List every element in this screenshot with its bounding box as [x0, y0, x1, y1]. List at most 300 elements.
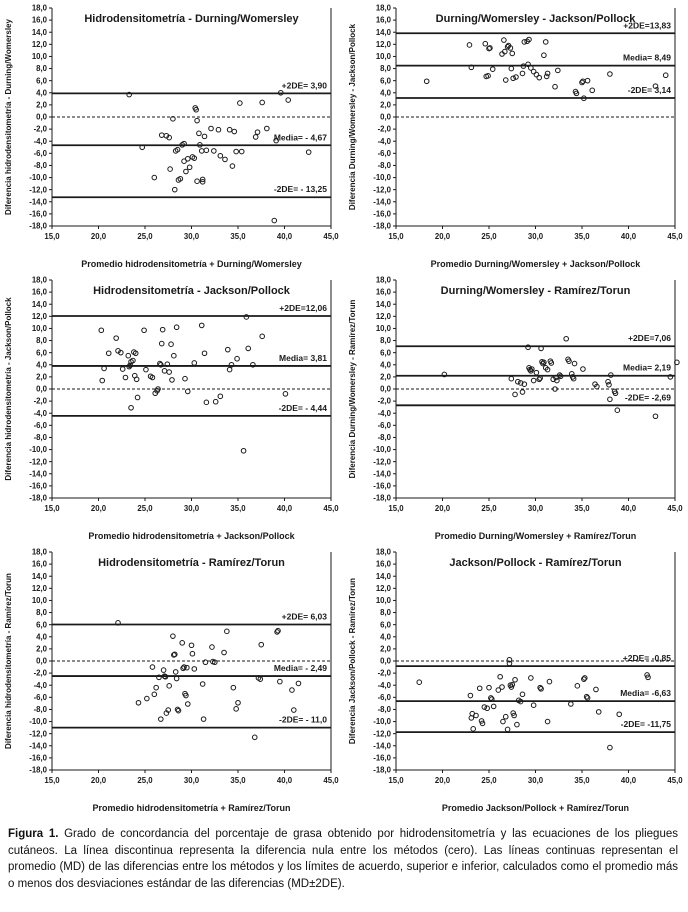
data-point [171, 634, 176, 639]
x-axis-label: Promedio Jackson/Pollock + Ramírez/Torun [441, 803, 630, 813]
data-point [227, 127, 232, 132]
data-point [195, 179, 200, 184]
y-tick-label: -14,0 [29, 469, 47, 479]
bland-altman-chart-hidro-durning [0, 0, 344, 272]
x-tick-label: 40,0 [276, 776, 293, 785]
data-point [225, 629, 230, 634]
y-tick-label: 18,0 [31, 275, 47, 285]
y-tick-label: 0,0 [380, 112, 391, 122]
data-point [259, 642, 264, 647]
y-tick-label: -4,0 [377, 136, 391, 146]
y-tick-label: -10,0 [29, 445, 47, 455]
y-tick-label: 8,0 [36, 336, 47, 346]
y-tick-label: 12,0 [31, 39, 47, 49]
data-point [99, 328, 104, 333]
y-tick-label: -8,0 [377, 161, 391, 171]
x-tick-label: 30,0 [527, 232, 544, 241]
data-point [510, 51, 515, 56]
upper_loa-label: +2DE=13,83 [623, 20, 671, 31]
y-tick-label: 2,0 [380, 372, 391, 382]
data-point [209, 126, 214, 131]
y-tick-label: 2,0 [380, 100, 391, 110]
data-point [653, 414, 658, 419]
x-axis-label: Promedio hidrodensitometría + Durning/Womersley [81, 259, 302, 269]
data-point [239, 149, 244, 154]
y-tick-label: 8,0 [380, 64, 391, 74]
x-tick-label: 45,0 [667, 232, 683, 241]
mean-label: Media= - 4,67 [273, 132, 327, 143]
chart-panel-hidro-durning [0, 0, 344, 272]
upper_loa-label: +2DE= 3,90 [281, 80, 327, 91]
data-point [283, 392, 288, 397]
data-point [231, 685, 236, 690]
y-tick-label: 14,0 [31, 299, 47, 309]
data-point [516, 379, 521, 384]
data-point [511, 76, 516, 81]
data-point [202, 134, 207, 139]
y-axis-label: Diferencia Jackson/Pollock - Ramírez/Torun [348, 577, 357, 745]
data-point [150, 665, 155, 670]
mean-label: Media= 3,81 [279, 352, 327, 363]
data-point [490, 67, 495, 72]
data-point [286, 98, 291, 103]
x-tick-label: 30,0 [183, 504, 200, 513]
y-tick-label: 10,0 [375, 324, 391, 334]
y-tick-label: 16,0 [31, 15, 47, 25]
x-tick-label: 15,0 [44, 232, 60, 241]
y-tick-label: -6,0 [377, 420, 391, 430]
x-tick-label: 25,0 [137, 776, 153, 785]
data-point [136, 700, 141, 705]
y-tick-label: -12,0 [373, 457, 391, 467]
scatter-points [417, 657, 650, 749]
data-point [306, 150, 311, 155]
data-point [515, 722, 520, 727]
x-tick-label: 40,0 [276, 504, 293, 513]
y-tick-label: -6,0 [33, 692, 47, 702]
y-tick-label: -6,0 [377, 148, 391, 158]
x-tick-label: 15,0 [388, 776, 404, 785]
y-tick-label: 16,0 [375, 287, 391, 297]
data-point [513, 677, 518, 682]
y-tick-label: -16,0 [373, 209, 391, 219]
y-tick-label: 10,0 [31, 52, 47, 62]
data-point [183, 376, 188, 381]
lower_loa-label: -2DE= - 4,44 [278, 402, 327, 413]
x-tick-label: 25,0 [137, 504, 153, 513]
data-point [180, 641, 185, 646]
x-tick-label: 35,0 [574, 504, 590, 513]
data-point [246, 346, 251, 351]
y-tick-label: -2,0 [33, 668, 47, 678]
y-tick-label: 4,0 [380, 88, 391, 98]
data-point [585, 78, 590, 83]
chart-panel-hidro-jackson [0, 272, 344, 544]
x-tick-label: 45,0 [323, 232, 339, 241]
y-tick-label: 18,0 [375, 3, 391, 13]
data-point [126, 353, 131, 358]
chart-panel-durning-ramirez [344, 272, 688, 544]
data-point [276, 628, 281, 633]
y-tick-label: -18,0 [29, 765, 47, 775]
data-point [172, 187, 177, 192]
y-tick-label: 4,0 [36, 632, 47, 642]
y-tick-label: -10,0 [29, 717, 47, 727]
data-point [225, 347, 230, 352]
x-tick-label: 25,0 [481, 232, 497, 241]
data-point [500, 685, 505, 690]
data-point [531, 378, 536, 383]
y-tick-label: -18,0 [29, 493, 47, 503]
x-tick-label: 20,0 [434, 776, 451, 785]
data-point [145, 696, 150, 701]
y-tick-label: 10,0 [31, 324, 47, 334]
data-point [477, 686, 482, 691]
x-tick-label: 15,0 [44, 504, 60, 513]
data-point [201, 717, 206, 722]
data-point [590, 88, 595, 93]
y-tick-label: -12,0 [29, 729, 47, 739]
y-tick-label: -8,0 [377, 705, 391, 715]
chart-title: Hidrodensitometría - Durning/Womersley [84, 13, 299, 25]
data-point [167, 370, 172, 375]
data-point [190, 651, 195, 656]
data-point [509, 66, 514, 71]
y-tick-label: 6,0 [36, 76, 47, 86]
chart-title: Durning/Womersley - Ramírez/Torun [440, 285, 631, 297]
lower_loa-label: -2DE= 3,14 [627, 84, 671, 95]
y-tick-label: -14,0 [373, 469, 391, 479]
y-tick-label: -18,0 [373, 221, 391, 231]
x-tick-label: 35,0 [230, 504, 246, 513]
upper_loa-label: +2DE=7,06 [627, 333, 671, 344]
data-point [581, 367, 586, 372]
y-tick-label: 14,0 [31, 571, 47, 581]
x-axis-label: Promedio Durning/Womersley + Ramírez/Torun [434, 531, 637, 541]
data-point [160, 327, 165, 332]
y-tick-label: -12,0 [29, 457, 47, 467]
y-tick-label: -4,0 [33, 680, 47, 690]
lower_loa-label: -2DE= - 11,0 [279, 714, 327, 725]
y-tick-label: 6,0 [380, 620, 391, 630]
data-point [539, 687, 544, 692]
y-tick-label: -8,0 [33, 705, 47, 715]
upper_loa-label: +2DE= -0,85 [622, 653, 671, 664]
data-point [170, 378, 175, 383]
y-tick-label: -4,0 [33, 136, 47, 146]
y-axis-label: Diferencia hidrodensitometría - Durning/Womersley [4, 19, 13, 215]
data-point [520, 390, 525, 395]
data-point [159, 341, 164, 346]
data-point [174, 325, 179, 330]
data-point [172, 353, 177, 358]
y-tick-label: -18,0 [373, 765, 391, 775]
y-tick-label: -10,0 [29, 173, 47, 183]
x-tick-label: 25,0 [481, 504, 497, 513]
data-point [154, 685, 159, 690]
x-tick-label: 20,0 [90, 504, 107, 513]
data-point [417, 680, 422, 685]
data-point [491, 704, 496, 709]
y-tick-label: 12,0 [375, 311, 391, 321]
bland-altman-chart-jackson-ramirez [344, 544, 688, 816]
data-point [498, 674, 503, 679]
chart-panel-durning-jackson [344, 0, 688, 272]
data-point [218, 394, 223, 399]
y-tick-label: 18,0 [31, 547, 47, 557]
data-point [123, 375, 128, 380]
data-point [607, 382, 612, 387]
data-point [596, 710, 601, 715]
data-point [585, 696, 590, 701]
y-tick-label: 4,0 [36, 360, 47, 370]
y-tick-label: -18,0 [29, 221, 47, 231]
data-point [278, 679, 283, 684]
y-tick-label: 18,0 [31, 3, 47, 13]
y-tick-label: -8,0 [33, 433, 47, 443]
data-point [204, 148, 209, 153]
y-axis-label: Diferencia hidrodensitometría - Jackson/Pollock [4, 297, 13, 481]
scatter-points [99, 315, 288, 453]
y-tick-label: 16,0 [375, 15, 391, 25]
data-point [260, 334, 265, 339]
data-point [520, 71, 525, 76]
upper_loa-label: +2DE=12,06 [279, 302, 327, 313]
y-tick-label: 16,0 [375, 559, 391, 569]
data-point [537, 75, 542, 80]
scatter-points [127, 90, 311, 222]
x-axis-label: Promedio hidrodensitometría + Ramírez/Torun [92, 803, 291, 813]
y-tick-label: -2,0 [377, 668, 391, 678]
data-point [253, 135, 258, 140]
data-point [234, 707, 239, 712]
data-point [129, 405, 134, 410]
x-tick-label: 25,0 [137, 232, 153, 241]
x-tick-label: 30,0 [183, 776, 200, 785]
y-tick-label: -16,0 [373, 753, 391, 763]
data-point [222, 650, 227, 655]
x-tick-label: 20,0 [90, 776, 107, 785]
x-tick-label: 40,0 [620, 232, 637, 241]
data-point [272, 218, 277, 223]
chart-title: Jackson/Pollock - Ramírez/Torun [449, 557, 622, 569]
data-point [544, 74, 549, 79]
data-point [195, 118, 200, 123]
y-tick-label: -8,0 [33, 161, 47, 171]
figure-caption-text: Grado de concordancia del porcentaje de grasa obtenido por hidrodensitometría y las ecuaciones de los pliegues cutáneos. La línea discontinua representa la diferencia nula entre los métodos (cero). Las líneas continuas representan el promedio (MD) de las diferencias entre los métodos y los límites de acuerdo, superior e inferior, calculados como el promedio más o menos dos desviaciones estándar de las diferencias (MD±2DE). [8, 828, 678, 891]
data-point [100, 378, 105, 383]
data-point [223, 157, 228, 162]
x-tick-label: 15,0 [388, 232, 404, 241]
data-point [547, 679, 552, 684]
data-point [252, 735, 257, 740]
data-point [173, 670, 178, 675]
mean-label: Media= - 2,49 [273, 663, 327, 674]
data-point [513, 392, 518, 397]
data-point [161, 668, 166, 673]
data-point [236, 700, 241, 705]
y-tick-label: 0,0 [36, 112, 47, 122]
y-tick-label: -16,0 [29, 209, 47, 219]
data-point [152, 175, 157, 180]
y-tick-label: 10,0 [31, 596, 47, 606]
data-point [135, 395, 140, 400]
data-point [176, 708, 181, 713]
y-tick-label: 2,0 [36, 100, 47, 110]
mean-label: Media= 2,19 [623, 362, 671, 373]
y-tick-label: 10,0 [375, 52, 391, 62]
scatter-points [442, 336, 679, 418]
y-tick-label: -10,0 [373, 717, 391, 727]
y-tick-label: -6,0 [33, 148, 47, 158]
y-tick-label: 6,0 [380, 348, 391, 358]
data-point [212, 149, 217, 154]
y-tick-label: 2,0 [36, 644, 47, 654]
y-tick-label: 8,0 [380, 608, 391, 618]
x-tick-label: 35,0 [574, 232, 590, 241]
y-tick-label: -14,0 [29, 197, 47, 207]
data-point [114, 336, 119, 341]
data-point [260, 100, 265, 105]
data-point [575, 684, 580, 689]
data-point [227, 367, 232, 372]
data-point [564, 336, 569, 341]
data-point [187, 165, 192, 170]
data-point [184, 169, 189, 174]
x-tick-label: 35,0 [230, 232, 246, 241]
y-axis-label: Diferencia Durning/Womersley - Jackson/Pollock [348, 23, 357, 211]
x-tick-label: 20,0 [90, 232, 107, 241]
y-tick-label: -6,0 [377, 692, 391, 702]
chart-title: Hidrodensitometría - Jackson/Pollock [93, 285, 290, 297]
y-tick-label: -8,0 [377, 433, 391, 443]
y-tick-label: -12,0 [29, 185, 47, 195]
x-tick-label: 40,0 [620, 776, 637, 785]
figure-caption [8, 826, 678, 893]
y-tick-label: 0,0 [380, 656, 391, 666]
data-point [467, 43, 472, 48]
chart-panel-hidro-ramirez [0, 544, 344, 816]
x-tick-label: 20,0 [434, 232, 451, 241]
data-point [606, 379, 611, 384]
y-tick-label: -6,0 [33, 420, 47, 430]
data-point [199, 323, 204, 328]
y-tick-label: 6,0 [36, 620, 47, 630]
data-point [471, 727, 476, 732]
chart-title: Hidrodensitometría - Ramírez/Torun [98, 557, 285, 569]
data-point [569, 702, 574, 707]
lower_loa-label: -2DE= - 13,25 [273, 184, 327, 195]
data-point [617, 712, 622, 717]
mean-label: Media= 8,49 [623, 52, 671, 63]
y-tick-label: 4,0 [380, 632, 391, 642]
data-point [502, 38, 507, 43]
data-point [468, 693, 473, 698]
data-point [241, 448, 246, 453]
y-tick-label: 4,0 [36, 88, 47, 98]
data-point [234, 149, 239, 154]
y-tick-label: -12,0 [373, 729, 391, 739]
data-point [485, 706, 490, 711]
y-tick-label: 4,0 [380, 360, 391, 370]
data-point [531, 703, 536, 708]
x-tick-label: 40,0 [276, 232, 293, 241]
data-point [230, 164, 235, 169]
data-point [534, 370, 539, 375]
data-point [185, 389, 190, 394]
data-point [216, 127, 221, 132]
y-tick-label: 0,0 [36, 656, 47, 666]
y-tick-label: 2,0 [380, 644, 391, 654]
x-tick-label: 15,0 [44, 776, 60, 785]
lower_loa-label: -2DE= -11,75 [620, 719, 671, 730]
y-tick-label: -10,0 [373, 445, 391, 455]
x-axis-label: Promedio hidrodensitometría + Jackson/Pollock [88, 531, 295, 541]
data-point [529, 676, 534, 681]
y-axis-label: Diferencia hidrodensitometría - Ramírez/Torun [4, 573, 13, 749]
data-point [255, 130, 260, 135]
data-point [296, 681, 301, 686]
data-point [162, 369, 167, 374]
data-point [594, 687, 599, 692]
y-tick-label: 6,0 [380, 76, 391, 86]
y-tick-label: 16,0 [31, 287, 47, 297]
bland-altman-chart-hidro-ramirez [0, 544, 344, 816]
data-point [505, 727, 510, 732]
data-point [218, 153, 223, 158]
y-tick-label: 0,0 [380, 384, 391, 394]
chart-title: Durning/Womersley - Jackson/Pollock [435, 13, 636, 25]
data-point [159, 717, 164, 722]
y-tick-label: 12,0 [31, 583, 47, 593]
data-point [582, 676, 587, 681]
x-tick-label: 30,0 [183, 232, 200, 241]
y-tick-label: -4,0 [377, 680, 391, 690]
y-tick-label: 14,0 [31, 27, 47, 37]
data-point [120, 367, 125, 372]
y-tick-label: 0,0 [36, 384, 47, 394]
y-tick-label: -16,0 [29, 481, 47, 491]
data-point [142, 328, 147, 333]
y-tick-label: -18,0 [373, 493, 391, 503]
data-point [608, 72, 613, 77]
y-tick-label: -2,0 [33, 124, 47, 134]
data-point [615, 408, 620, 413]
bland-altman-chart-durning-jackson [344, 0, 688, 272]
y-tick-label: -16,0 [373, 481, 391, 491]
data-point [159, 133, 164, 138]
figure-caption-label: Figura 1. [8, 828, 59, 840]
x-tick-label: 45,0 [323, 504, 339, 513]
data-point [152, 692, 157, 697]
y-tick-label: 18,0 [375, 275, 391, 285]
x-tick-label: 35,0 [230, 776, 246, 785]
data-point [199, 149, 204, 154]
data-point [501, 719, 506, 724]
y-tick-label: -10,0 [373, 173, 391, 183]
data-point [210, 645, 215, 650]
y-tick-label: -4,0 [377, 408, 391, 418]
x-tick-label: 20,0 [434, 504, 451, 513]
data-point [553, 84, 558, 89]
data-point [106, 351, 111, 356]
data-point [487, 685, 492, 690]
data-point [200, 682, 205, 687]
y-tick-label: 18,0 [375, 547, 391, 557]
x-tick-label: 30,0 [527, 776, 544, 785]
y-axis-label: Diferencia Durning/Womersley - Ramírez/Torun [348, 299, 357, 479]
data-point [424, 79, 429, 84]
